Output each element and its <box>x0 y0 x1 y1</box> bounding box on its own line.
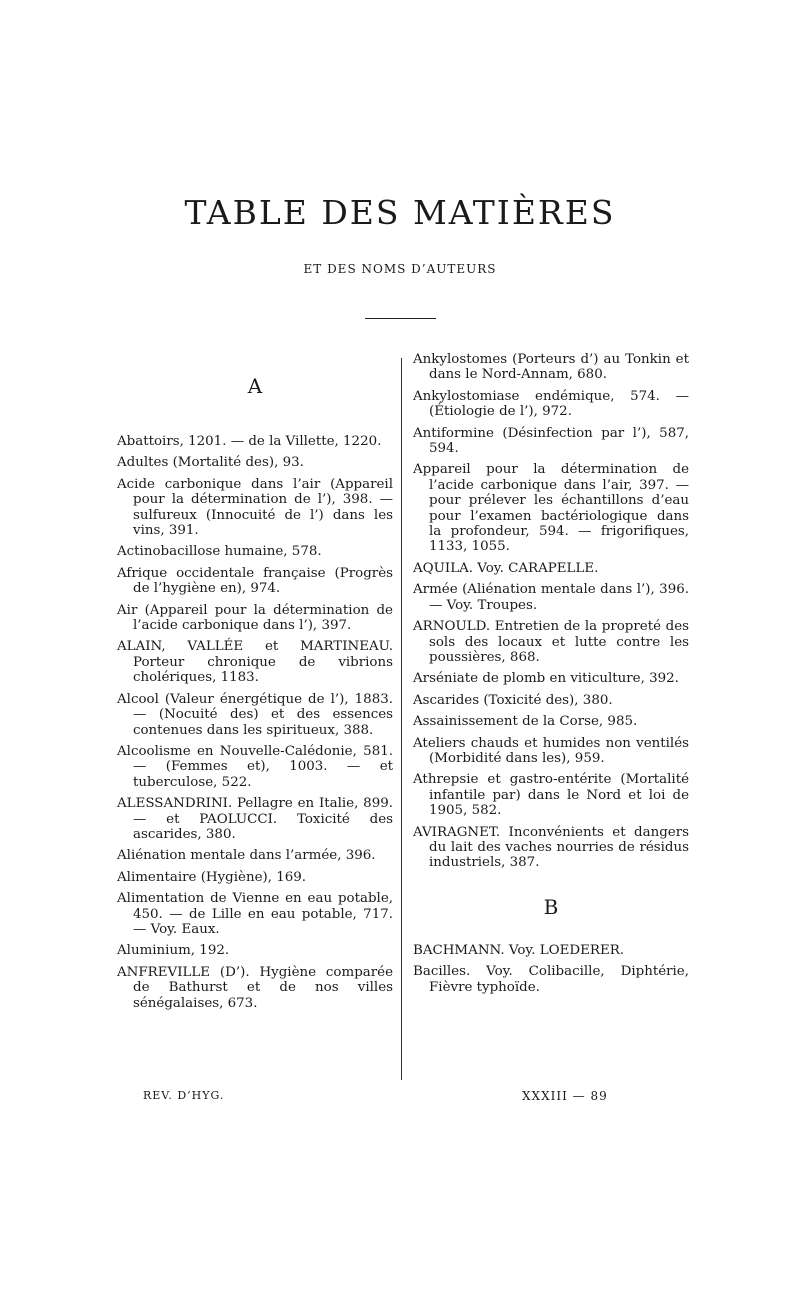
index-entry: ALESSANDRINI. Pellagre en Italie, 899. — et PAOLUCCI. Toxicité des ascarides, 380. <box>117 796 393 842</box>
index-entry: Athrepsie et gastro-entérite (Mortalité infantile par) dans le Nord et loi de 1905, 582. <box>413 772 689 819</box>
section-letter-a: A <box>247 374 263 398</box>
index-entry: AVIRAGNET. Inconvénients et dangers du lait des vaches nourries de résidus industriels, 387. <box>413 824 689 871</box>
index-entry: BACHMANN. Voy. LOEDERER. <box>413 942 625 958</box>
right-column <box>413 352 689 1001</box>
page-subtitle: ET DES NOMS D’AUTEURS <box>303 262 497 276</box>
index-entry: AQUILA. Voy. CARAPELLE. <box>413 560 599 576</box>
index-entry: Assainissement de la Corse, 985. <box>413 714 638 730</box>
index-entry: Air (Appareil pour la détermination de l’acide carbonique dans l’), 397. <box>117 602 393 634</box>
index-entry: Ankylostomiase endémique, 574. — (Étiologie de l’), 972. <box>413 388 689 420</box>
index-entry: ALAIN, VALLÉE et MARTINEAU. Porteur chronique de vibrions cholériques, 1183. <box>117 639 393 686</box>
index-entry: Aluminium, 192. <box>117 943 230 959</box>
index-entry: ARNOULD. Entretien de la propreté des sols des locaux et lutte contre les poussières, 868. <box>413 619 689 665</box>
page-title: TABLE DES MATIÈRES <box>184 193 616 232</box>
index-entry: Alcoolisme en Nouvelle-Calédonie, 581. — (Femmes et), 1003. — et tuberculose, 522. <box>117 743 393 790</box>
index-entry: Ascarides (Toxicité des), 380. <box>413 692 613 708</box>
index-entry: Ateliers chauds et humides non ventilés (Morbidité dans les), 959. <box>413 735 689 766</box>
index-entry: Alimentation de Vienne en eau potable, 450. — de Lille en eau potable, 717. — Voy. Eaux. <box>117 891 393 937</box>
left-column <box>117 360 393 1017</box>
index-entry: Afrique occidentale française (Progrès de l’hygiène en), 974. <box>117 565 393 597</box>
index-entry: Bacilles. Voy. Colibacille, Diphtérie, Fièvre typhoïde. <box>413 964 689 995</box>
index-entry: Armée (Aliénation mentale dans l’), 396. — Voy. Troupes. <box>413 582 689 613</box>
index-entry: Arséniate de plomb en viticulture, 392. <box>413 671 679 687</box>
index-entry: ANFREVILLE (D’). Hygiène comparée de Bathurst et de nos villes sénégalaises, 673. <box>117 964 393 1011</box>
title-rule <box>365 318 436 319</box>
index-entry: Abattoirs, 1201. — de la Villette, 1220. <box>117 434 382 449</box>
index-entry: Alimentaire (Hygiène), 169. <box>117 869 307 885</box>
index-entry: Appareil pour la détermination de l’acide carbonique dans l’air, 397. — pour prélever les échantillons d’eau pour l’examen bactériologique dans la profondeur, 594. — frigorifiques, 1133, 1055. <box>413 462 689 555</box>
section-letter-b: B <box>543 894 559 919</box>
index-entry: Adultes (Mortalité des), 93. <box>117 455 304 471</box>
index-entry: Aliénation mentale dans l’armée, 396. <box>117 848 376 864</box>
index-entry: Antiformine (Désinfection par l’), 587, 594. <box>413 425 689 457</box>
footer-signature: XXXIII — 89 <box>522 1089 608 1103</box>
column-divider <box>401 358 402 1080</box>
footer-journal: REV. D’HYG. <box>143 1089 225 1102</box>
index-entry: Ankylostomes (Porteurs d’) au Tonkin et dans le Nord-Annam, 680. <box>413 352 689 383</box>
index-entry: Alcool (Valeur énergétique de l’), 1883. — (Nocuité des) et des essences contenues dans les spiritueux, 388. <box>117 691 393 738</box>
index-entry: Actinobacillose humaine, 578. <box>117 544 322 560</box>
index-entry: Acide carbonique dans l’air (Appareil pour la détermination de l’), 398. — sulfureux (Innocuité de l’) dans les vins, 391. <box>117 476 393 539</box>
